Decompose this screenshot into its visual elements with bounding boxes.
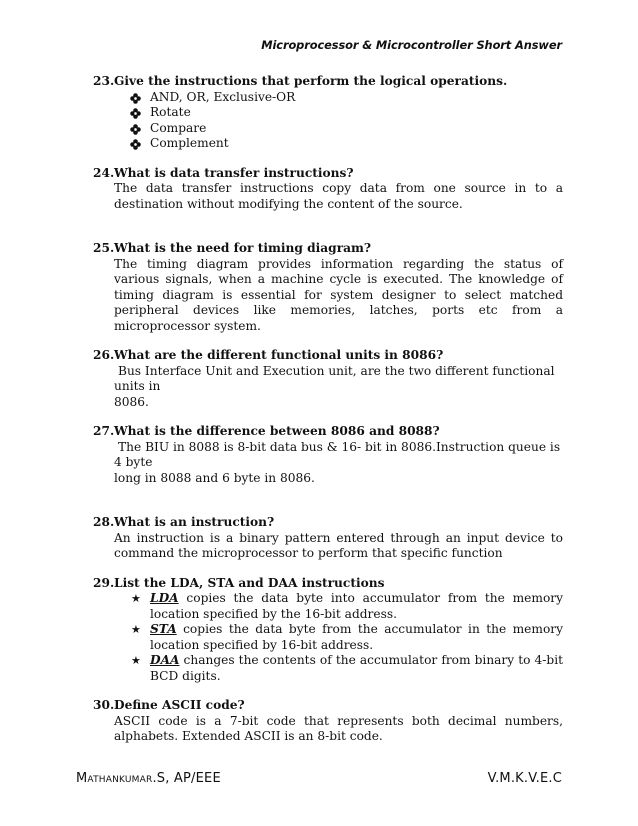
answer-line: long in 8088 and 6 byte in 8086. [114, 470, 315, 485]
list-item [130, 105, 563, 121]
star-icon: ★ [131, 623, 141, 636]
question-number: 26. [93, 348, 115, 362]
question-heading [93, 241, 563, 257]
star-icon: ★ [131, 654, 141, 667]
footer-author: Mathankumar.S, AP/EEE [76, 771, 221, 786]
list-item-text: Compare [150, 120, 207, 135]
question-heading [93, 166, 563, 182]
answer-line: 8086. [114, 394, 149, 409]
answer-text: The data transfer instructions copy data from one source in to a destination without modifying the content of the source. [114, 181, 563, 211]
question-text: What is data transfer instructions? [114, 165, 354, 180]
answer-line: The BIU in 8088 is 8-bit data bus & 16- bit in 8086.Instruction queue is 4 byte [114, 439, 561, 469]
question-number: 29. [93, 575, 115, 590]
question-number: 27. [93, 424, 115, 438]
list-item-text: copies the data byte from the accumulator in the memory location specified by 16-bit address. [150, 622, 563, 652]
question-number: 28. [93, 515, 115, 529]
star-icon: ★ [131, 592, 141, 605]
answer-text: ASCII code is a 7-bit code that represents both decimal numbers, alphabets. Extended ASCII is an 8-bit code. [114, 713, 563, 743]
answer-text [93, 364, 563, 411]
list-item [130, 90, 563, 106]
instruction-term: LDA [150, 591, 179, 605]
footer-college: V.M.K.V.E.C [487, 771, 562, 786]
instruction-term: STA [150, 622, 177, 636]
question-number: 23. [93, 74, 115, 88]
flower-bullet-icon [130, 124, 141, 135]
question-30 [93, 698, 563, 745]
question-number: 25. [93, 241, 115, 255]
list-item-text: Complement [150, 136, 229, 150]
list-item [130, 136, 563, 152]
question-heading [93, 698, 563, 714]
question-29 [93, 576, 563, 685]
question-26 [93, 348, 563, 410]
question-number: 30. [93, 698, 115, 712]
question-28 [93, 515, 563, 562]
list-item [130, 121, 563, 137]
question-25 [93, 241, 563, 334]
question-text: Give the instructions that perform the logical operations. [114, 74, 508, 88]
flower-bullet-icon [130, 108, 141, 119]
question-heading [93, 348, 563, 364]
list-item-text: changes the contents of the accumulator from binary to 4-bit BCD digits. [150, 653, 563, 683]
question-heading [93, 424, 563, 440]
page-header: Microprocessor & Microcontroller Short Answer [261, 38, 562, 52]
question-23 [93, 74, 563, 152]
question-text: Define ASCII code? [114, 698, 245, 712]
question-heading [93, 515, 563, 531]
question-text: What is the need for timing diagram? [114, 241, 372, 255]
question-text: List the LDA, STA and DAA instructions [114, 575, 385, 590]
question-24 [93, 166, 563, 213]
question-heading [93, 576, 563, 592]
list-item-text: Rotate [150, 105, 191, 119]
flower-bullet-icon [130, 93, 141, 104]
answer-text [93, 440, 563, 487]
question-text: What is an instruction? [114, 515, 275, 529]
page-footer [76, 771, 562, 786]
list-item [128, 653, 563, 684]
question-27 [93, 424, 563, 486]
list-item-text: AND, OR, Exclusive-OR [150, 89, 296, 104]
answer-text: The timing diagram provides information regarding the status of various signals, when a machine cycle is executed. The knowledge of timing diagram is essential for system designer to select matched peripheral devices like memories, latches, ports etc from a microprocessor system. [114, 256, 563, 333]
document-body [93, 74, 563, 745]
list-item [128, 591, 563, 622]
question-text: What is the difference between 8086 and 8088? [114, 424, 440, 438]
question-text: What are the different functional units in 8086? [114, 348, 444, 362]
answer-text: An instruction is a binary pattern entered through an input device to command the microprocessor to perform that specific function [114, 530, 563, 560]
instruction-term: DAA [150, 653, 180, 667]
answer-line: Bus Interface Unit and Execution unit, are the two different functional units in [114, 363, 555, 393]
list-item-text: copies the data byte into accumulator from the memory location specified by the 16-bit address. [150, 591, 563, 621]
question-heading [93, 74, 563, 90]
question-number: 24. [93, 165, 115, 180]
star-list [93, 591, 563, 684]
list-item [128, 622, 563, 653]
bullet-list [93, 90, 563, 152]
flower-bullet-icon [130, 139, 141, 150]
